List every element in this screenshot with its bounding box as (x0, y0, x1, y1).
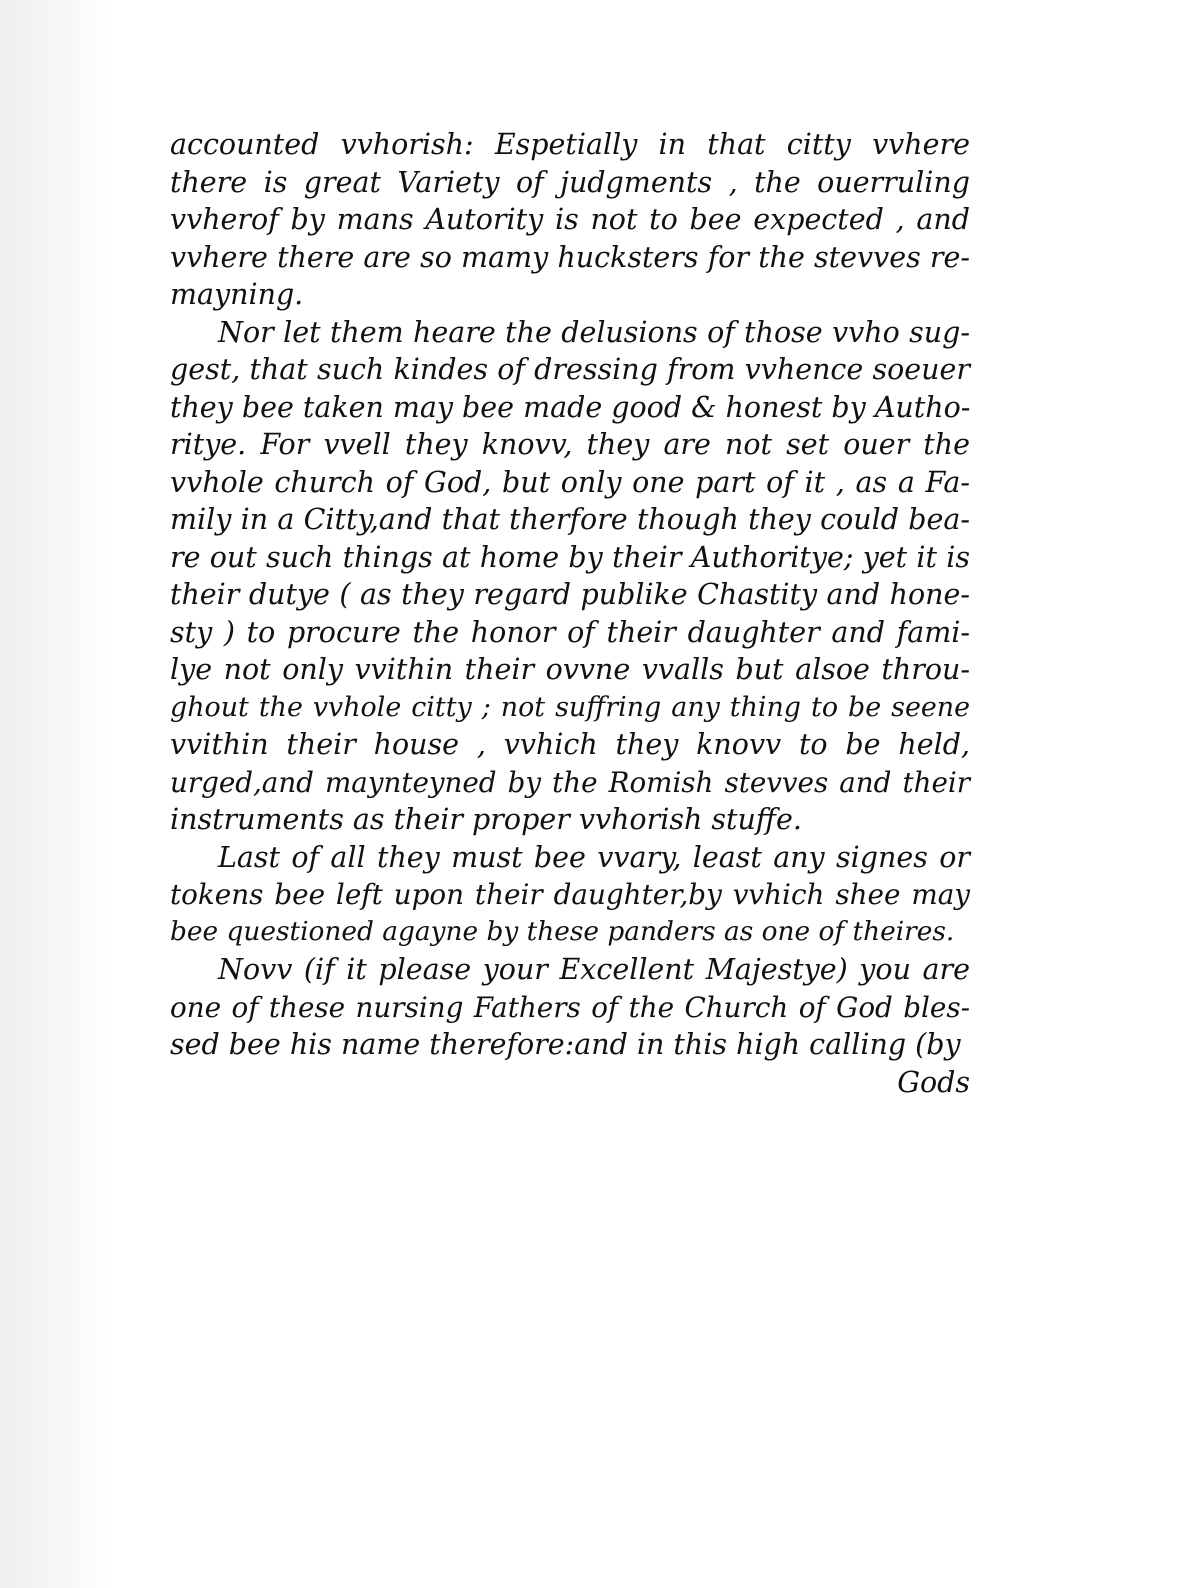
text-line: accounted vvhorish: Espetially in that citty vvhere (170, 128, 970, 161)
text-line: ghout the vvhole citty ; not suffring any thing to be seene (170, 691, 970, 723)
text-line: mayning. (170, 278, 304, 311)
text-line: re out such things at home by their Authoritye; yet it is (170, 540, 970, 574)
text-line: lye not only vvithin their ovvne vvalls but alsoe throu- (170, 653, 970, 686)
text-line: mily in a Citty,and that therfore though they could bea- (170, 503, 970, 536)
body-text (170, 126, 970, 1101)
catchword: Gods (897, 1065, 970, 1099)
text-line: bee questioned agayne by these panders as one of theires. (170, 916, 955, 947)
text-line: vvithin their house , vvhich they knovv to be held, (170, 728, 970, 761)
text-line: there is great Variety of judgments , the ouerruling (170, 165, 970, 199)
paragraph (170, 126, 970, 314)
text-line: ritye. For vvell they knovv, they are not set ouer the (170, 428, 970, 461)
text-line: instruments as their proper vvhorish stuffe. (170, 803, 802, 836)
text-line: Nor let them heare the delusions of those vvho sug- (218, 315, 970, 349)
text-line: tokens bee left upon their daughter,by vvhich shee may (170, 878, 970, 911)
text-line: vvhere there are so mamy hucksters for the stevves re- (170, 240, 970, 274)
text-line: they bee taken may bee made good & honest by Autho- (170, 390, 971, 424)
text-line: their dutye ( as they regard publike Chastity and hone- (170, 578, 970, 611)
paragraph (170, 839, 970, 952)
paragraph (170, 314, 970, 839)
text-line: vvherof by mans Autority is not to bee expected , and (170, 203, 970, 236)
text-line: sty ) to procure the honor of their daughter and fami- (170, 615, 970, 649)
text-line: sed bee his name therefore:and in this high calling (by (170, 1028, 961, 1061)
text-line: one of these nursing Fathers of the Church of God bles- (170, 990, 970, 1024)
text-line: vvhole church of God, but only one part of it , as a Fa- (170, 465, 970, 499)
page-gutter-shadow (0, 0, 110, 1588)
paragraph (170, 951, 970, 1064)
text-line: Last of all they must bee vvary, least any signes or (218, 840, 970, 874)
text-line: Novv (if it please your Excellent Majestye) you are (218, 953, 970, 986)
text-line: urged,and maynteyned by the Romish stevves and their (170, 765, 970, 799)
text-line: gest, that such kindes of dressing from vvhence soeuer (170, 353, 970, 386)
